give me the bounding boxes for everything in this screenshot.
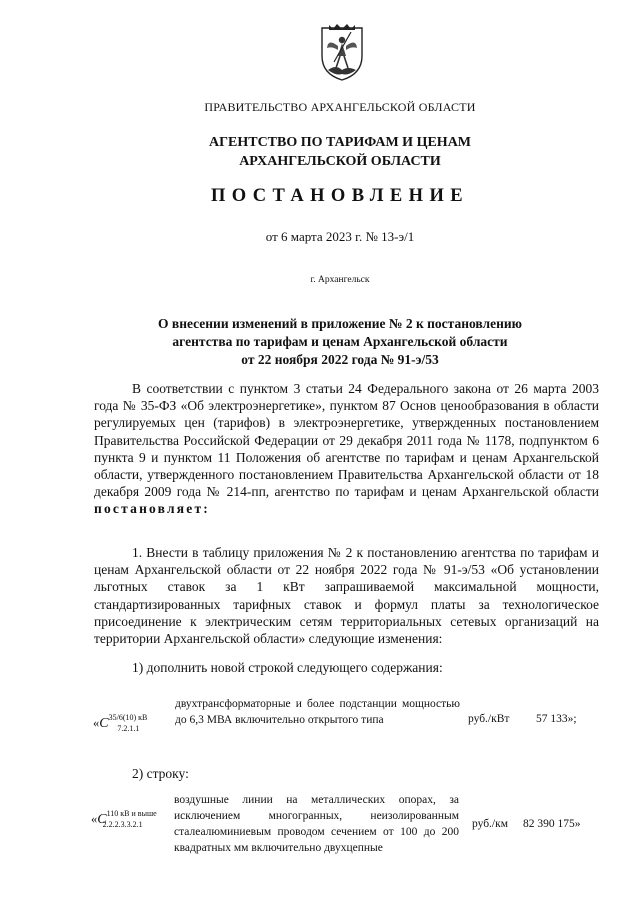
document-type: ПОСТАНОВЛЕНИЕ bbox=[210, 186, 469, 206]
subclause-2: 2) строку: bbox=[132, 766, 189, 781]
agency-name-line1: АГЕНТСТВО ПО ТАРИФАМ И ЦЕНАМ bbox=[208, 135, 472, 150]
subclause-1: 1) дополнить новой строкой следующего содержания: bbox=[132, 660, 443, 675]
open-quote: « bbox=[91, 812, 98, 826]
formula-symbol: C bbox=[99, 716, 109, 731]
coat-of-arms-icon bbox=[318, 22, 366, 82]
open-quote: « bbox=[93, 716, 100, 730]
subject-line2: агентства по тарифам и ценам Архангельской области bbox=[172, 334, 508, 349]
agency-name bbox=[0, 133, 640, 171]
subject-line3: от 22 ноября 2022 года № 91-э/53 bbox=[241, 352, 439, 367]
document-subject bbox=[0, 315, 640, 369]
row-1-value: 57 133»; bbox=[536, 713, 577, 725]
date-and-number: от 6 марта 2023 г. № 13-э/1 bbox=[265, 229, 415, 244]
government-name: ПРАВИТЕЛЬСТВО АРХАНГЕЛЬСКОЙ ОБЛАСТИ bbox=[204, 100, 476, 114]
row-2-unit: руб./км bbox=[472, 818, 508, 830]
row-2-description: воздушные линии на металлических опорах, за исключением многогранных, неизолированным сталеалюминиевым проводом сечением от 100 до 200 квадратных мм включительно двухцепные bbox=[174, 794, 459, 854]
preamble-paragraph bbox=[94, 380, 599, 518]
row-2-value: 82 390 175» bbox=[523, 818, 581, 830]
formula-row-2 bbox=[91, 809, 157, 829]
row-1-description: двухтрансформаторные и более подстанции мощностью до 6,3 МВА включительно открытого типа bbox=[175, 698, 460, 726]
formula-subscript: 7.2.1.1 bbox=[117, 724, 140, 733]
formula-subscript: 2.2.2.3.3.2.1 bbox=[102, 820, 143, 829]
subject-line1: О внесении изменений в приложение № 2 к постановлению bbox=[158, 316, 522, 331]
preamble-text: В соответствии с пунктом 3 статьи 24 Федерального закона от 26 марта 2003 года № 35-ФЗ «Об электроэнергетике», пунктом 87 Основ ценообразования в области регулируемых цен (тарифов) в электроэнергетике, утвержденных постановлением Правительства Российской Федерации от 29 декабря 2011 года № 1178, подпунктом 6 пункта 9 и пунктом 11 Положения об агентстве по тарифам и ценам Архангельской области, утвержденного постановлением Правительства Архангельской области от 18 декабря 2009 года № 214-пп, агентство по тарифам и ценам Архангельской области bbox=[94, 381, 599, 500]
row-1-unit: руб./кВт bbox=[468, 713, 510, 725]
formula-symbol: C bbox=[97, 812, 107, 827]
formula-superscript: 110 кВ и выше bbox=[106, 809, 157, 818]
agency-name-line2: АРХАНГЕЛЬСКОЙ ОБЛАСТИ bbox=[239, 154, 441, 169]
city: г. Архангельск bbox=[310, 275, 370, 285]
clause-1-paragraph: 1. Внести в таблицу приложения № 2 к постановлению агентства по тарифам и ценам Архангельской области от 22 ноября 2022 года № 91-э/53 «Об установлении льготных ставок за 1 кВт запрашиваемой максимальной мощности, стандартизированных тарифных ставок и формул платы за технологическое присоединение к электрическим сетям территориальных сетевых организаций на территории Архангельской области» следующие изменения: bbox=[94, 545, 599, 647]
resolve-word: постановляет: bbox=[94, 501, 210, 517]
formula-row-1 bbox=[93, 713, 148, 733]
formula-superscript: 35/6(10) кВ bbox=[108, 713, 148, 722]
